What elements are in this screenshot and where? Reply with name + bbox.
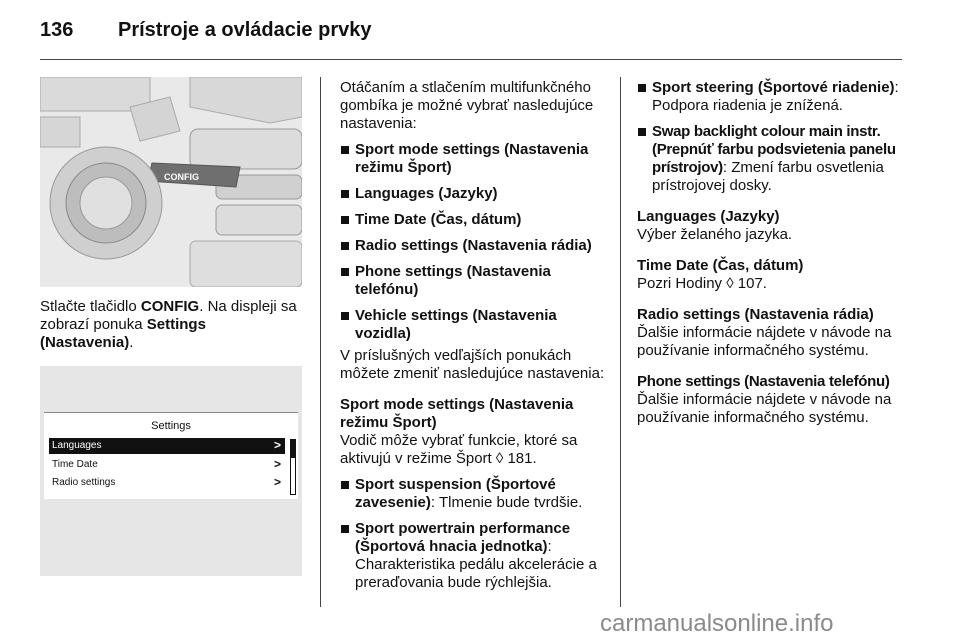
page-title: Prístroje a ovládacie prvky [118,19,372,41]
list-item [340,185,608,203]
section-text: Výber želaného jazyka. [637,226,793,243]
column-divider-right [620,77,621,607]
screen-item-languages [49,438,285,454]
config-instruction [40,298,302,352]
chevron-right-icon: > [273,438,281,452]
list-item-label: Radio settings (Nastavenia rádia) [355,237,592,254]
list-item-text: : Podpora riadenia je znížená. [652,79,899,114]
bullet-icon [341,190,349,198]
list-item [340,476,608,512]
intro-text-1: Stlačte tlačidlo [40,298,141,315]
list-item [340,520,608,592]
screen-item-label: Languages [52,440,102,451]
settings-label: Settings (Nastavenia) [40,316,206,351]
settings-screen [44,412,298,499]
screen-item-label: Time Date [52,459,98,470]
list-item-label: Sport suspension (Športové zavesenie) [355,476,556,511]
screen-scrollbar [290,439,296,495]
bullet-icon [341,481,349,489]
list-item [340,263,608,299]
bullet-icon [341,312,349,320]
list-item-text: : Tlmenie bude tvrdšie. [430,494,583,511]
watermark: carmanualsonline.info [600,610,834,637]
screen-item-label: Radio settings [52,477,116,488]
list-item [340,237,608,255]
intro-text-3: . [129,334,134,351]
config-button-label: CONFIG [164,172,199,182]
section-text: Vodič môže vybrať funkcie, ktoré sa aktivujú v režime Šport ◊ 181. [340,432,578,467]
section-text: Ďalšie informácie nájdete v návode na používanie informačného systému. [637,324,892,359]
section-text: Pozri Hodiny ◊ 107. [637,275,767,292]
bullet-icon [341,146,349,154]
list-item-label: Sport steering (Športové riadenie) [652,79,895,96]
bullet-icon [341,525,349,533]
config-label: CONFIG [140,298,200,315]
screen-item-time-date [49,457,285,473]
list-item-label: Languages (Jazyky) [355,185,498,202]
section-heading: Sport mode settings (Nastavenia režimu Šport) [340,396,574,431]
col2-intro: Otáčaním a stlačením multifunkčného gombíka je možné vybrať nasledujúce nastavenia: [340,79,594,132]
bullet-icon [341,216,349,224]
section-heading: Time Date (Čas, dátum) [637,257,804,274]
column-2 [340,79,608,592]
list-item-label: Time Date (Čas, dátum) [355,211,522,228]
list-item-label: Sport powertrain performance (Športová hnacia jednotka) [355,520,571,555]
list-item-text: : Zmení farbu osvetlenia prístrojovej dosky. [652,159,884,194]
list-item-label: Swap backlight colour main instr. (Prepnúť farbu podsvietenia panelu prístrojov) [652,123,896,176]
list-item [637,79,903,115]
console-photo [40,77,302,287]
scrollbar-thumb [291,440,295,458]
list-item [340,141,608,177]
list-item-label: Vehicle settings (Nastavenia vozidla) [355,307,557,342]
list-item [637,123,903,195]
bullet-icon [341,242,349,250]
section-heading: Radio settings (Nastavenia rádia) [637,306,874,323]
header-divider [40,59,902,60]
list-item-label: Sport mode settings (Nastavenia režimu Šport) [355,141,589,176]
list-item-label: Phone settings (Nastavenia telefónu) [355,263,551,298]
bullet-icon [638,84,646,92]
list-item [340,211,608,229]
chevron-right-icon: > [273,475,281,489]
screen-item-radio-settings [49,475,285,491]
section-heading: Phone settings (Nastavenia telefónu) [637,373,890,390]
intro-text-2: . Na displeji sa zobrazí ponuka [40,298,297,333]
screen-title: Settings [151,420,191,432]
list-item [340,307,608,343]
column-divider-left [320,77,321,607]
bullet-icon [341,268,349,276]
column-3 [637,79,903,427]
section-text: Ďalšie informácie nájdete v návode na používanie informačného systému. [637,391,892,426]
section-heading: Languages (Jazyky) [637,208,780,225]
settings-screen-figure [40,366,302,576]
list-item-text: : Charakteristika pedálu akcelerácie a preraďovania bude rýchlejšia. [355,538,597,591]
console-illustration [40,77,302,287]
bullet-icon [638,128,646,136]
chevron-right-icon: > [273,457,281,471]
page-number: 136 [40,19,74,41]
submenu-text: V príslušných vedľajších ponukách môžete zmeniť nasledujúce nastavenia: [340,347,605,382]
